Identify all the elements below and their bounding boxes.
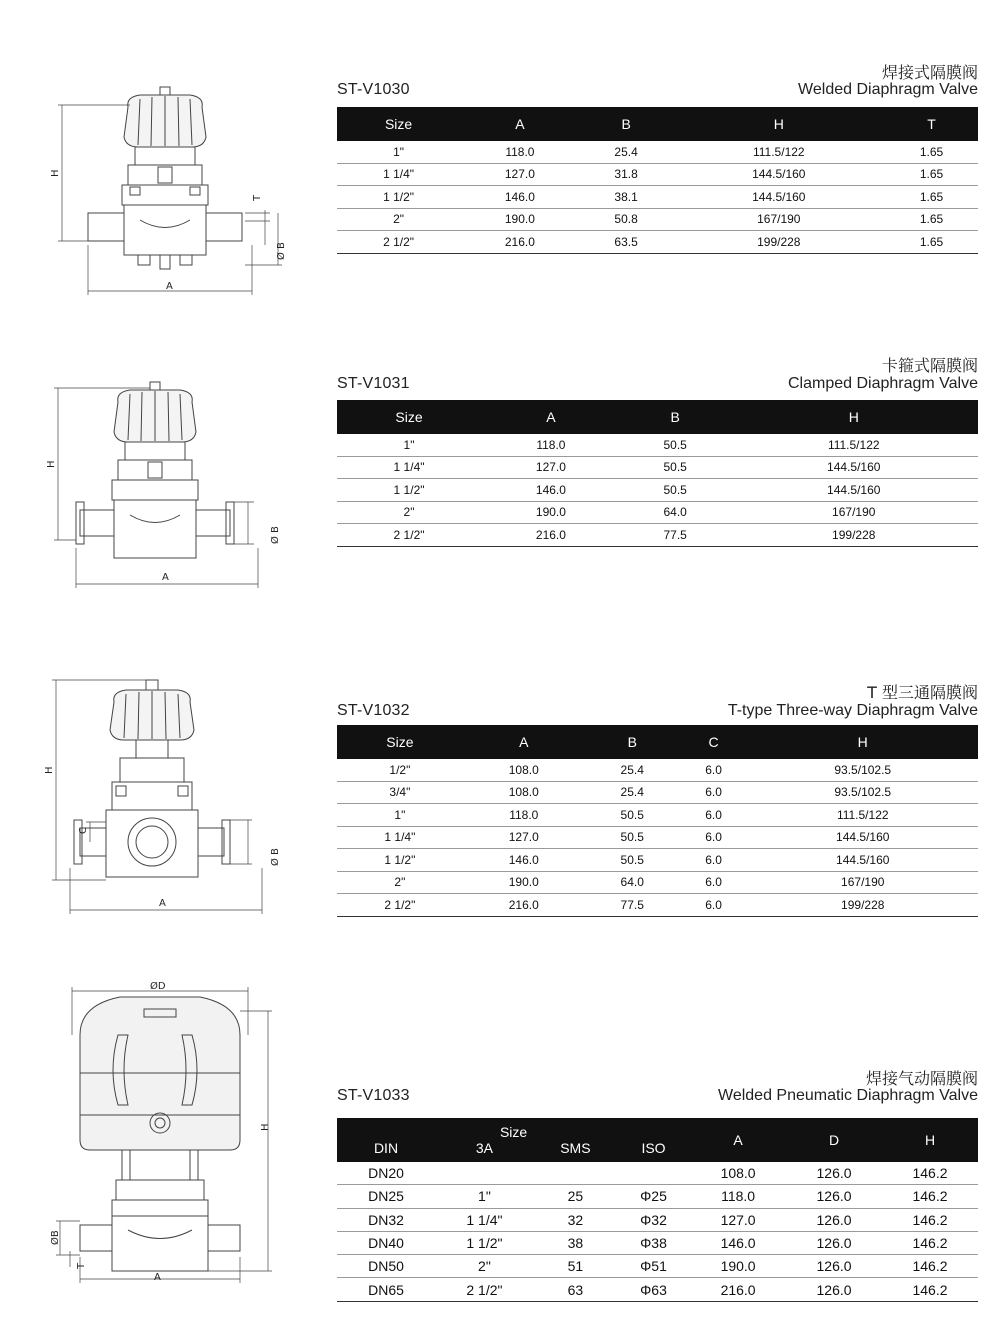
size-group-header: Size xyxy=(337,1118,690,1140)
clamped-valve-drawing xyxy=(40,380,300,590)
table-cell: DN32 xyxy=(337,1208,435,1231)
table-cell: 1 1/2" xyxy=(337,849,463,872)
table-cell: 118.0 xyxy=(463,804,585,827)
table-cell: 216.0 xyxy=(463,894,585,917)
table-cell: 144.5/160 xyxy=(673,163,885,186)
table-cell: 2 1/2" xyxy=(337,231,460,254)
table-cell: DN65 xyxy=(337,1278,435,1301)
table-row xyxy=(337,894,978,917)
table-cell: 216.0 xyxy=(690,1278,786,1301)
table-cell: Φ51 xyxy=(617,1255,690,1278)
table-cell: 144.5/160 xyxy=(747,826,978,849)
welded-valve-drawing xyxy=(40,85,300,300)
table-cell: 93.5/102.5 xyxy=(747,781,978,804)
dim-c-label: C xyxy=(78,827,89,834)
table-cell: 190.0 xyxy=(460,208,579,231)
table-cell: 1.65 xyxy=(885,231,978,254)
product-code: ST-V1032 xyxy=(337,702,410,719)
table-cell: 146.2 xyxy=(882,1208,978,1231)
col-header: C xyxy=(680,725,748,759)
table-row xyxy=(337,759,978,781)
table-row xyxy=(337,524,978,547)
col-header: DIN xyxy=(337,1140,435,1162)
table-cell: 127.0 xyxy=(481,456,621,479)
table-cell: 167/190 xyxy=(730,501,979,524)
table-cell: 146.0 xyxy=(481,479,621,502)
table-cell: 190.0 xyxy=(481,501,621,524)
dim-a-label: A xyxy=(166,281,173,292)
table-cell: 126.0 xyxy=(786,1185,882,1208)
table-cell: 118.0 xyxy=(460,141,579,163)
table-cell: 111.5/122 xyxy=(730,434,979,456)
table-cell: 77.5 xyxy=(621,524,730,547)
product-title-cn: T 型三通隔膜阀 xyxy=(867,683,978,702)
col-header: D xyxy=(786,1118,882,1162)
table-cell: 146.0 xyxy=(463,849,585,872)
col-header: Size xyxy=(337,107,460,141)
table-cell: 77.5 xyxy=(585,894,680,917)
spec-table xyxy=(337,107,978,254)
product-code: ST-V1031 xyxy=(337,375,410,392)
table-cell: DN40 xyxy=(337,1231,435,1254)
product-title-cn: 卡箍式隔膜阀 xyxy=(881,356,978,375)
dim-h-label: H xyxy=(260,1123,271,1131)
col-header: A xyxy=(463,725,585,759)
table-cell: 1.65 xyxy=(885,141,978,163)
col-header: T xyxy=(885,107,978,141)
table-cell: 50.5 xyxy=(585,826,680,849)
table-cell: 126.0 xyxy=(786,1255,882,1278)
table-cell: 25.4 xyxy=(585,781,680,804)
spec-table xyxy=(337,400,978,547)
table-cell: 127.0 xyxy=(690,1208,786,1231)
col-header: B xyxy=(621,400,730,434)
col-header: A xyxy=(481,400,621,434)
table-cell: 2" xyxy=(337,871,463,894)
col-header: H xyxy=(730,400,979,434)
table-cell: 50.5 xyxy=(585,849,680,872)
table-cell: 32 xyxy=(534,1208,617,1231)
table-cell: 1 1/2" xyxy=(337,479,481,502)
col-header: B xyxy=(580,107,673,141)
table-cell: 1.65 xyxy=(885,208,978,231)
table-row xyxy=(337,434,978,456)
table-cell: 64.0 xyxy=(621,501,730,524)
table-row xyxy=(337,141,978,163)
table-cell: 93.5/102.5 xyxy=(747,759,978,781)
table-cell: 3/4" xyxy=(337,781,463,804)
dim-b-label: Ø B xyxy=(276,242,287,260)
table-cell: 63 xyxy=(534,1278,617,1301)
col-header: H xyxy=(747,725,978,759)
table-cell: 2" xyxy=(337,208,460,231)
table-cell: 2 1/2" xyxy=(337,524,481,547)
product-title-en: Welded Diaphragm Valve xyxy=(798,81,978,98)
dim-h-label: H xyxy=(46,460,57,468)
table-cell: 146.0 xyxy=(690,1231,786,1254)
table-cell: 1 1/2" xyxy=(435,1231,534,1254)
table-cell: 199/228 xyxy=(730,524,979,547)
table-cell: 50.8 xyxy=(580,208,673,231)
table-cell: 144.5/160 xyxy=(673,186,885,209)
spec-table xyxy=(337,1118,978,1302)
col-header: Size xyxy=(337,725,463,759)
table-cell: 50.5 xyxy=(621,479,730,502)
table-row xyxy=(337,1162,978,1185)
table-cell: DN50 xyxy=(337,1255,435,1278)
table-cell: 6.0 xyxy=(680,781,748,804)
table-cell: 111.5/122 xyxy=(747,804,978,827)
product-title-cn: 焊接气动隔膜阀 xyxy=(865,1069,978,1088)
spec-table xyxy=(337,725,978,917)
table-cell: 127.0 xyxy=(460,163,579,186)
table-cell: 118.0 xyxy=(690,1185,786,1208)
product-title-cn: 焊接式隔膜阀 xyxy=(881,63,978,82)
table-cell: 126.0 xyxy=(786,1208,882,1231)
dim-t-label: T xyxy=(76,1262,87,1269)
table-row xyxy=(337,231,978,254)
table-row xyxy=(337,826,978,849)
table-cell: Φ32 xyxy=(617,1208,690,1231)
table-cell: 108.0 xyxy=(463,759,585,781)
table-cell: 25.4 xyxy=(585,759,680,781)
table-cell: 146.0 xyxy=(460,186,579,209)
table-cell: 1 1/4" xyxy=(337,826,463,849)
dim-a-label: A xyxy=(159,898,166,909)
table-cell: 1 1/4" xyxy=(337,163,460,186)
dim-b-label: ØB xyxy=(50,1230,61,1245)
table-row xyxy=(337,871,978,894)
product-title-en: Clamped Diaphragm Valve xyxy=(787,375,978,392)
table-cell: 190.0 xyxy=(463,871,585,894)
table-cell: 1 1/4" xyxy=(435,1208,534,1231)
table-cell: 6.0 xyxy=(680,759,748,781)
col-header: ISO xyxy=(617,1140,690,1162)
dim-h-label: H xyxy=(44,766,55,774)
table-cell xyxy=(534,1162,617,1185)
table-cell: 146.2 xyxy=(882,1162,978,1185)
table-cell: 144.5/160 xyxy=(747,849,978,872)
table-cell: 144.5/160 xyxy=(730,456,979,479)
product-title-en: Welded Pneumatic Diaphragm Valve xyxy=(718,1087,978,1104)
table-cell: 216.0 xyxy=(481,524,621,547)
col-header: H xyxy=(882,1118,978,1162)
table-cell: 63.5 xyxy=(580,231,673,254)
dim-a-label: A xyxy=(154,1272,161,1283)
table-cell: 6.0 xyxy=(680,804,748,827)
table-cell: 1/2" xyxy=(337,759,463,781)
table-cell: 51 xyxy=(534,1255,617,1278)
col-header: B xyxy=(585,725,680,759)
table-cell: 126.0 xyxy=(786,1278,882,1301)
table-cell: 38.1 xyxy=(580,186,673,209)
table-cell: 25 xyxy=(534,1185,617,1208)
table-row xyxy=(337,501,978,524)
table-cell: 6.0 xyxy=(680,871,748,894)
table-cell: Φ38 xyxy=(617,1231,690,1254)
col-header: A xyxy=(460,107,579,141)
table-cell: 50.5 xyxy=(621,456,730,479)
table-cell: 2 1/2" xyxy=(337,894,463,917)
table-cell: 2" xyxy=(435,1255,534,1278)
table-cell: 146.2 xyxy=(882,1185,978,1208)
table-cell: 216.0 xyxy=(460,231,579,254)
dim-b-label: Ø B xyxy=(270,526,281,544)
table-row xyxy=(337,1278,978,1301)
dim-b-label: Ø B xyxy=(270,848,281,866)
col-header: A xyxy=(690,1118,786,1162)
table-cell: 1.65 xyxy=(885,163,978,186)
table-cell: 111.5/122 xyxy=(673,141,885,163)
col-header: 3A xyxy=(435,1140,534,1162)
table-cell: 50.5 xyxy=(621,434,730,456)
table-row xyxy=(337,163,978,186)
table-cell: DN20 xyxy=(337,1162,435,1185)
dim-d-label: ØD xyxy=(150,981,166,992)
table-cell: 2 1/2" xyxy=(435,1278,534,1301)
table-cell: 167/190 xyxy=(673,208,885,231)
dim-t-label: T xyxy=(252,194,263,201)
table-row xyxy=(337,849,978,872)
table-row xyxy=(337,781,978,804)
table-cell: 108.0 xyxy=(463,781,585,804)
dim-h-label: H xyxy=(50,169,61,177)
col-header: SMS xyxy=(534,1140,617,1162)
table-cell: 1.65 xyxy=(885,186,978,209)
table-row xyxy=(337,1185,978,1208)
table-cell: 144.5/160 xyxy=(730,479,979,502)
table-cell: 6.0 xyxy=(680,894,748,917)
table-cell: 64.0 xyxy=(585,871,680,894)
table-cell: 1 1/2" xyxy=(337,186,460,209)
table-cell: 118.0 xyxy=(481,434,621,456)
table-cell: 146.2 xyxy=(882,1231,978,1254)
table-cell: 126.0 xyxy=(786,1231,882,1254)
table-cell: 50.5 xyxy=(585,804,680,827)
table-row xyxy=(337,1255,978,1278)
table-cell: DN25 xyxy=(337,1185,435,1208)
table-cell: 146.2 xyxy=(882,1278,978,1301)
t-type-valve-drawing xyxy=(40,672,300,922)
table-cell: 1" xyxy=(337,804,463,827)
col-header: H xyxy=(673,107,885,141)
table-row xyxy=(337,456,978,479)
table-cell: 1" xyxy=(337,141,460,163)
table-cell: 1" xyxy=(337,434,481,456)
table-cell: 6.0 xyxy=(680,826,748,849)
table-cell: 108.0 xyxy=(690,1162,786,1185)
table-cell: 31.8 xyxy=(580,163,673,186)
product-code: ST-V1030 xyxy=(337,81,410,98)
table-row xyxy=(337,208,978,231)
table-cell: 38 xyxy=(534,1231,617,1254)
table-cell: 2" xyxy=(337,501,481,524)
table-cell: 199/228 xyxy=(747,894,978,917)
product-code: ST-V1033 xyxy=(337,1087,410,1104)
table-cell xyxy=(617,1162,690,1185)
table-row xyxy=(337,186,978,209)
table-cell: 167/190 xyxy=(747,871,978,894)
table-cell: 6.0 xyxy=(680,849,748,872)
table-cell: 1 1/4" xyxy=(337,456,481,479)
table-row xyxy=(337,1208,978,1231)
table-cell: 126.0 xyxy=(786,1162,882,1185)
product-title-en: T-type Three-way Diaphragm Valve xyxy=(727,702,978,719)
table-cell: 190.0 xyxy=(690,1255,786,1278)
table-cell xyxy=(435,1162,534,1185)
table-row xyxy=(337,804,978,827)
col-header: Size xyxy=(337,400,481,434)
table-row xyxy=(337,1231,978,1254)
table-cell: 127.0 xyxy=(463,826,585,849)
table-cell: 25.4 xyxy=(580,141,673,163)
table-row xyxy=(337,479,978,502)
table-cell: 146.2 xyxy=(882,1255,978,1278)
table-cell: 199/228 xyxy=(673,231,885,254)
table-cell: Φ25 xyxy=(617,1185,690,1208)
pneumatic-valve-drawing xyxy=(40,975,300,1295)
table-cell: 1" xyxy=(435,1185,534,1208)
dim-a-label: A xyxy=(162,572,169,583)
table-cell: Φ63 xyxy=(617,1278,690,1301)
